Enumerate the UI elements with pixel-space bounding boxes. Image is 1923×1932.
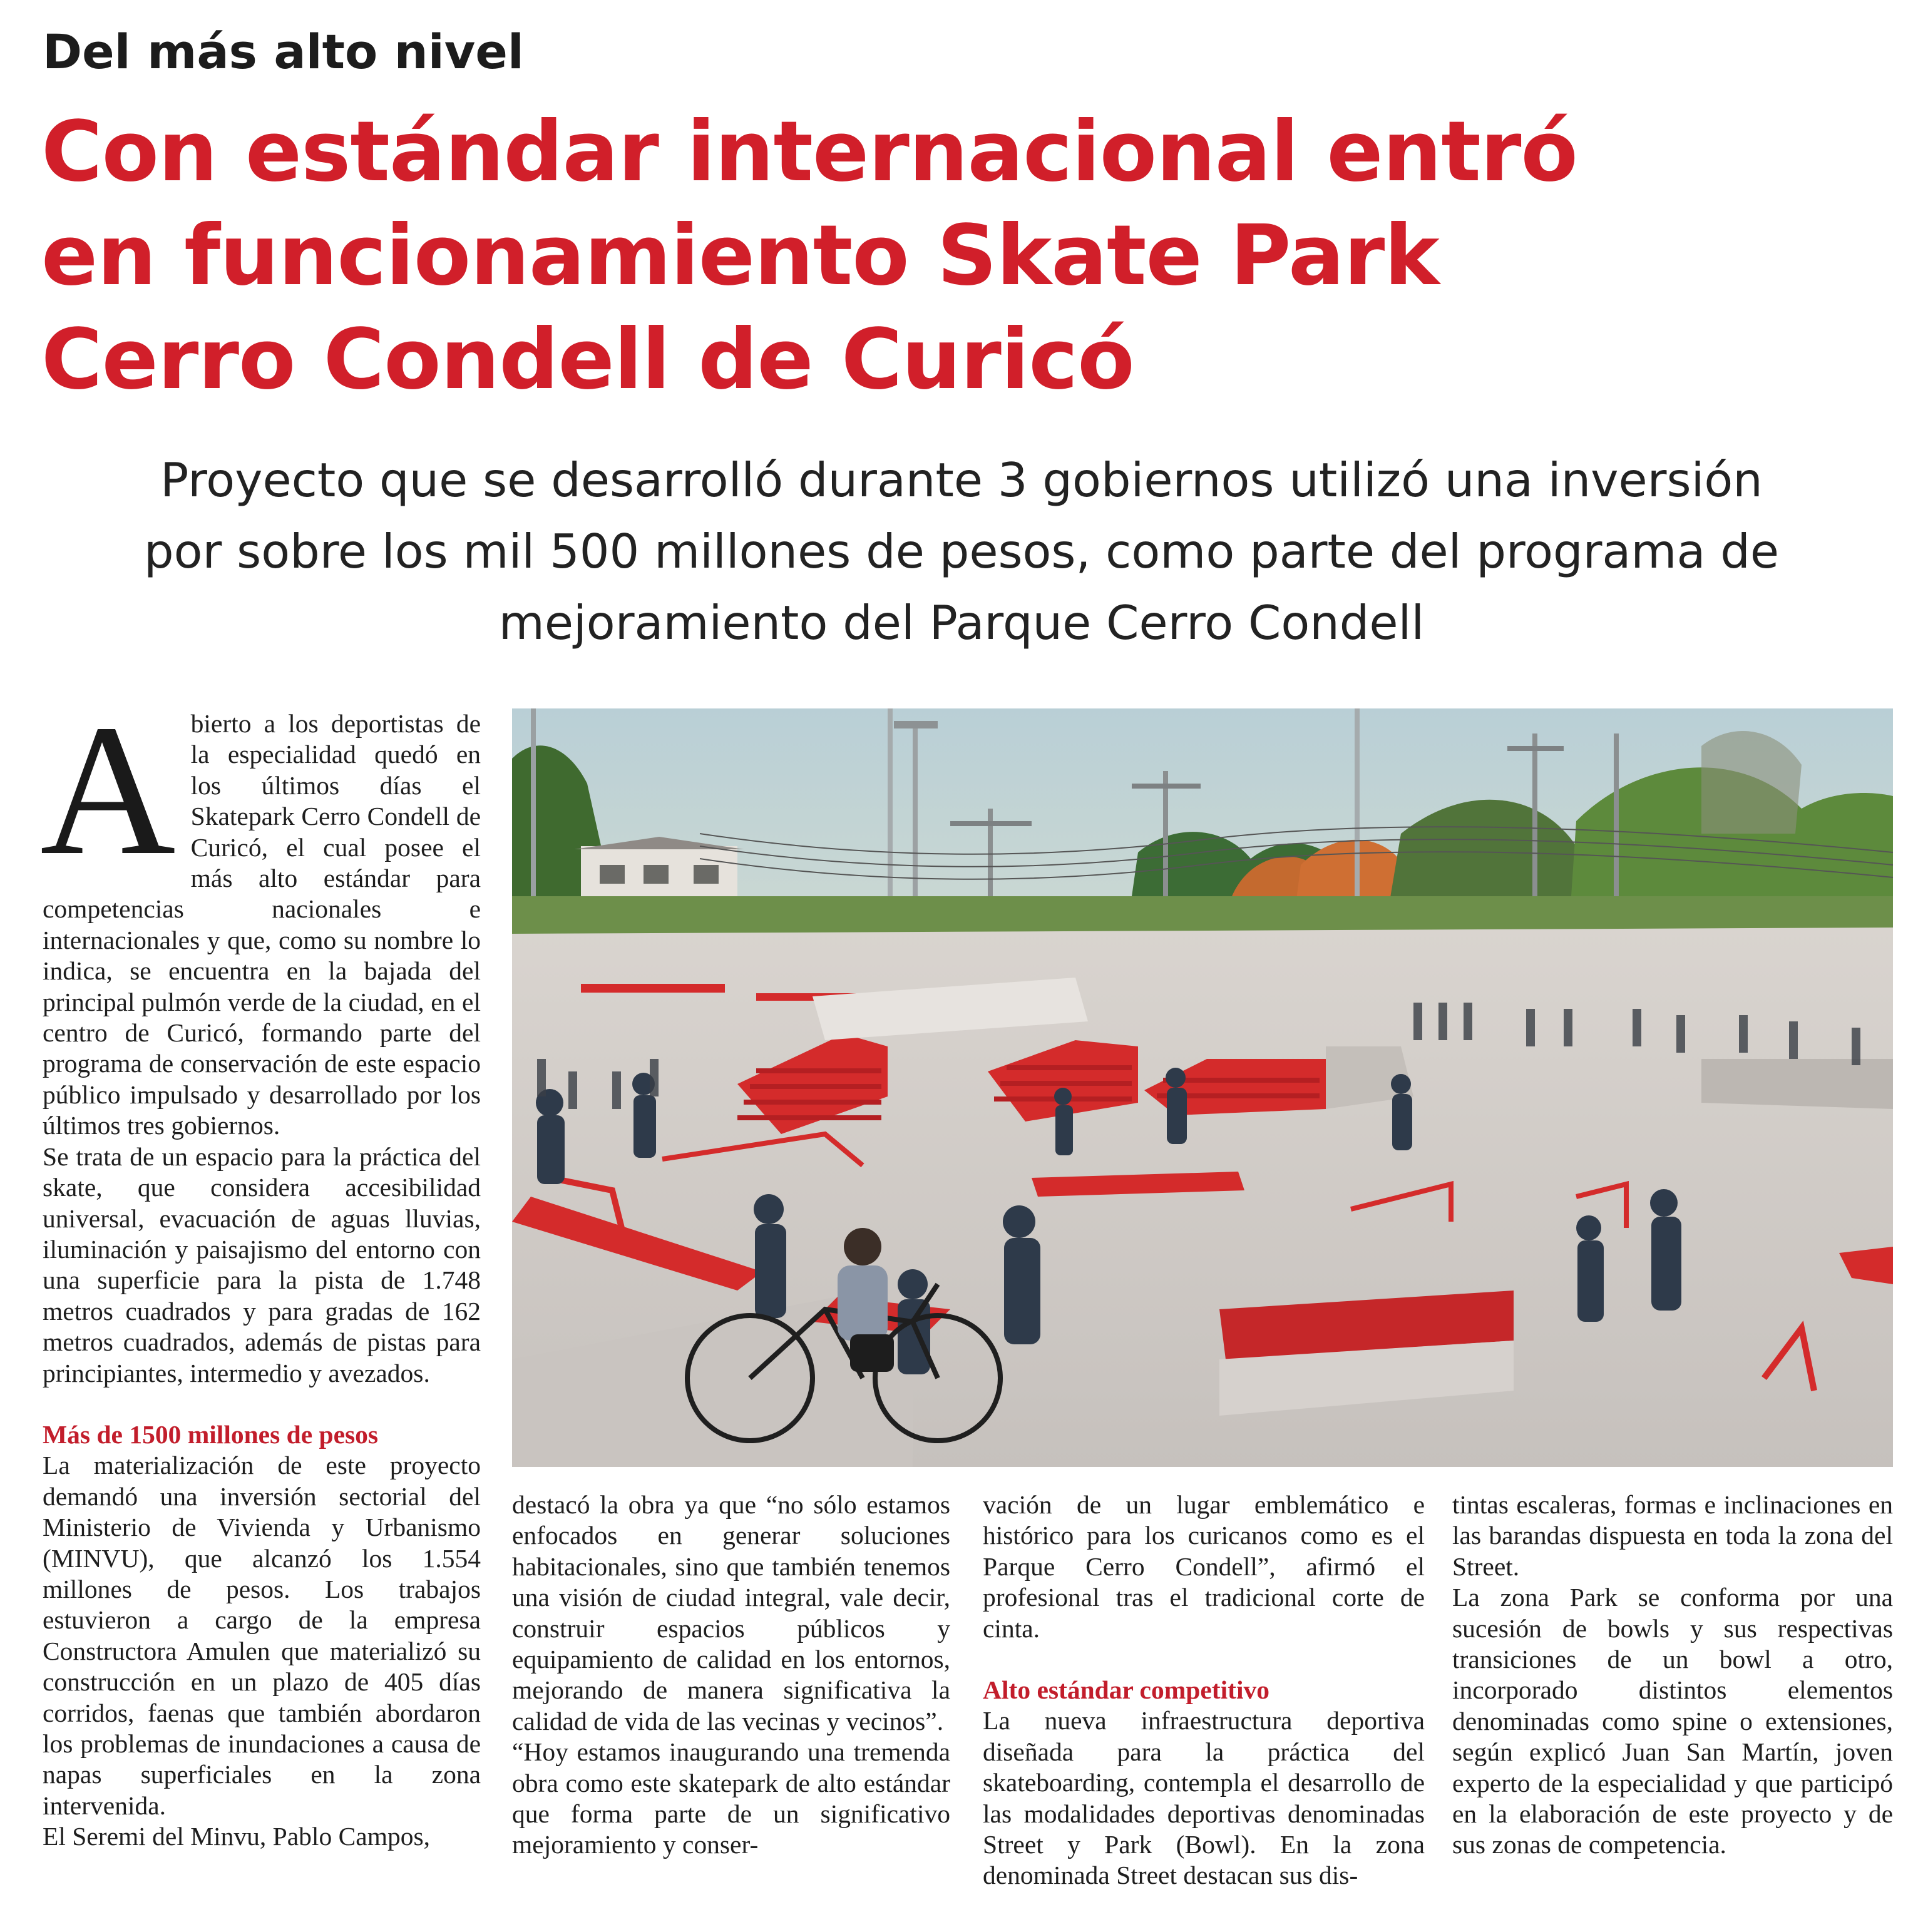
headline-line-1: Con estándar internacional entró xyxy=(41,104,1577,200)
section-subtitle: Alto estándar competitivo xyxy=(983,1675,1269,1705)
drop-cap: A xyxy=(40,686,176,894)
subhead-line-1: Proyecto que se desarrolló durante 3 gobiernos utilizó una inversión xyxy=(160,452,1763,508)
article-paragraph: vación de un lugar emblemático e histórico para los curicanos como es el Parque Cerro Condell”, afirmó el profesional tras el tradicional corte de cinta. xyxy=(983,1490,1425,1643)
article-column-1 xyxy=(40,686,481,1853)
headline-line-2: en funcionamiento Skate Park xyxy=(41,208,1439,304)
subhead-line-3: mejoramiento del Parque Cerro Condell xyxy=(498,595,1425,650)
article-column-4 xyxy=(1452,1490,1893,1861)
article-paragraph: El Seremi del Minvu, Pablo Campos, xyxy=(43,1822,430,1851)
article-paragraph: destacó la obra ya que “no sólo estamos enfocados en generar soluciones habitacionales, sino que también tenemos una visión de ciudad integral, vale decir, construir espacios públicos y equipamiento de calidad en los entornos, mejorando de manera significativa la calidad de vida de las vecinas y vecinos”. xyxy=(512,1490,950,1735)
section-subtitle: Más de 1500 millones de pesos xyxy=(43,1419,379,1449)
headline xyxy=(41,100,1894,412)
section-kicker: Del más alto nivel xyxy=(43,24,524,79)
article-paragraph: La materialización de este proyecto demandó una inversión sectorial del Ministerio de Vivienda y Urbanismo (MINVU), que alcanzó los 1.554 millones de pesos. Los trabajos estuvieron a cargo de la empresa Constructora Amulen que materializó su construcción en un plazo de 405 días corridos, faenas que también abordaron los problemas de inundaciones a causa de napas superficiales en la zona intervenida. xyxy=(43,1451,481,1820)
article-column-3 xyxy=(983,1490,1425,1891)
subheadline xyxy=(25,444,1898,658)
article-paragraph: La nueva infraestructura deportiva diseñada para la práctica del skateboarding, contempla el desarrollo de las modalidades deportivas denominadas Street y Park (Bowl). En la zona denominada Street destacan sus dis- xyxy=(983,1706,1425,1890)
article-paragraph: bierto a los deportistas de la especialidad quedó en los últimos días el Skatepark Cerro Condell de Curicó, el cual posee el más alto estándar para competencias nacionales e internacionales y que, como su nombre lo indica, se encuentra en la bajada del principal pulmón verde de la ciudad, en el centro de Curicó, formando parte del programa de conservación de este espacio público impulsado y desarrollado por los últimos tres gobiernos. xyxy=(43,709,481,1140)
article-paragraph: La zona Park se conforma por una sucesión de bowls y sus respectivas transiciones de un bowl a otro, incorporado distintos elementos denominadas como spine o extensiones, según explicó Juan San Martín, joven experto de la especialidad y que participó en la elaboración de este proyecto y de sus zonas de competencia. xyxy=(1452,1583,1893,1859)
article-column-2 xyxy=(512,1490,950,1861)
subhead-line-2: por sobre los mil 500 millones de pesos, como parte del programa de xyxy=(143,524,1780,579)
headline-line-3: Cerro Condell de Curicó xyxy=(41,312,1134,408)
article-paragraph: “Hoy estamos inaugurando una tremenda obra como este skatepark de alto estándar que forma parte de un significativo mejoramiento y conser- xyxy=(512,1737,950,1859)
article-paragraph: Se trata de un espacio para la práctica del skate, que considera accesibilidad universal, evacuación de aguas lluvias, iluminación y paisajismo del entorno con una superficie para la pista de 1.748 metros cuadrados y para gradas de 162 metros cuadrados, además de pistas para principiantes, intermedio y avezados. xyxy=(43,1142,481,1388)
article-paragraph: tintas escaleras, formas e inclinaciones en las barandas dispuesta en toda la zona del Street. xyxy=(1452,1490,1893,1581)
skatepark-photo xyxy=(512,708,1893,1467)
